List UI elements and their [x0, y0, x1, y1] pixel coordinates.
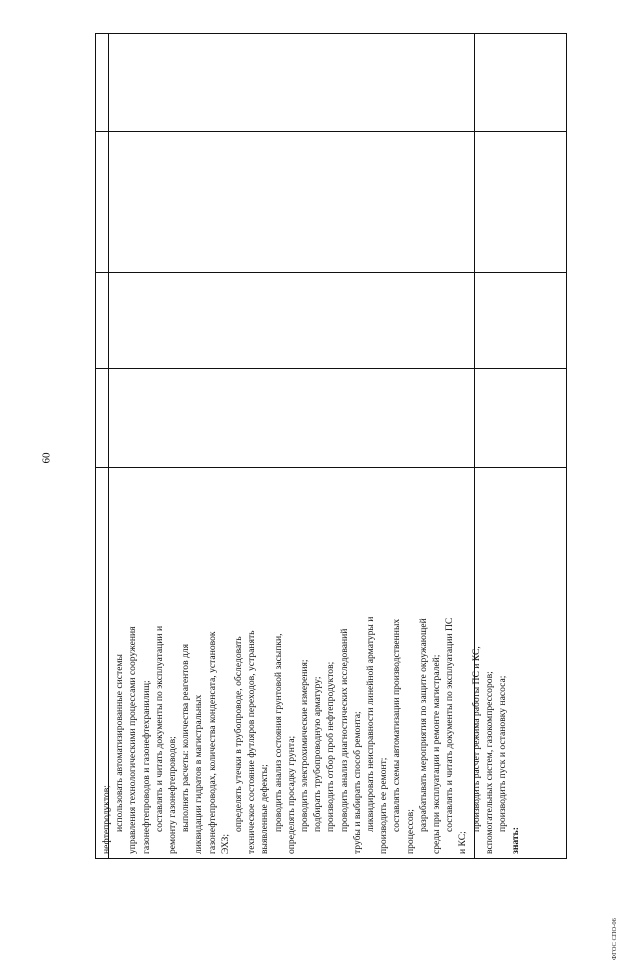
skill-line: и КС;	[457, 831, 469, 854]
skills-cell	[96, 468, 522, 860]
skill-line: производить ее ремонт;	[378, 757, 390, 854]
row-divider	[96, 368, 566, 369]
content-table	[95, 33, 567, 859]
skill-line: проводить анализ диагностических исследований	[338, 628, 350, 832]
skill-line: подбирать трубопроводную арматуру;	[312, 676, 324, 832]
skills-text	[96, 468, 523, 860]
skill-line: ЭХЗ;	[219, 833, 231, 854]
skill-line: проводить электрохимические измерения;	[299, 659, 311, 832]
skill-line: производить расчет режима работы ПС и КС,	[470, 646, 482, 832]
skill-line: техническое состояние футляров переходов, устранять	[246, 630, 258, 854]
skill-line: трубы и выбирать способ ремонта;	[351, 711, 363, 854]
skill-line: выполнять расчеты: количества реагентов для	[180, 643, 192, 832]
row-divider	[96, 272, 566, 273]
skill-line: знать:	[510, 827, 522, 854]
skill-line: процессов;	[404, 809, 416, 854]
skill-line: определять утечки в трубопроводе, обследовать	[233, 636, 245, 832]
skill-line: ликвидации гидратов в магистральных	[193, 694, 205, 854]
skill-line: производить отбор проб нефтепродуктов;	[325, 661, 337, 832]
row-divider	[96, 131, 566, 132]
skill-line: определять просадку грунта;	[285, 735, 297, 854]
skill-line: ликвидировать неисправности линейной арматуры и	[365, 616, 377, 832]
skill-line: газонефтепроводах, количества конденсата, установок	[206, 631, 218, 854]
footer-code: ФГОС СПО-06	[611, 918, 618, 960]
skill-line: разрабатывать мероприятия по защите окружающей	[417, 618, 429, 832]
skill-line: использовать автоматизированные системы	[114, 653, 126, 832]
skill-line: среды при эксплуатации и ремонте магистралей;	[431, 654, 443, 854]
skill-line: нефтепродуктов;	[101, 785, 112, 854]
skill-line: составлять и читать документы по эксплуатации и	[153, 625, 165, 832]
skill-line: ремонту газонефтепроводов;	[167, 736, 179, 854]
skill-line: составлять и читать документы по эксплуатации ПС	[444, 617, 456, 832]
skill-line: управления технологическими процессами сооружения	[127, 626, 139, 854]
skill-line: газонефтепроводов и газонефтехранилищ;	[140, 680, 152, 854]
skill-line: выявленные дефекты;	[259, 764, 271, 854]
skill-line: вспомогательных систем, газокомпрессоров;	[483, 671, 495, 854]
skill-line: проводить анализ состояния грунтовой засыпки,	[272, 633, 284, 832]
skill-line: производить пуск и остановку насоса;	[497, 675, 509, 832]
skill-line: составлять схемы автоматизации производственных	[391, 618, 403, 832]
page-number: 60	[40, 452, 52, 464]
